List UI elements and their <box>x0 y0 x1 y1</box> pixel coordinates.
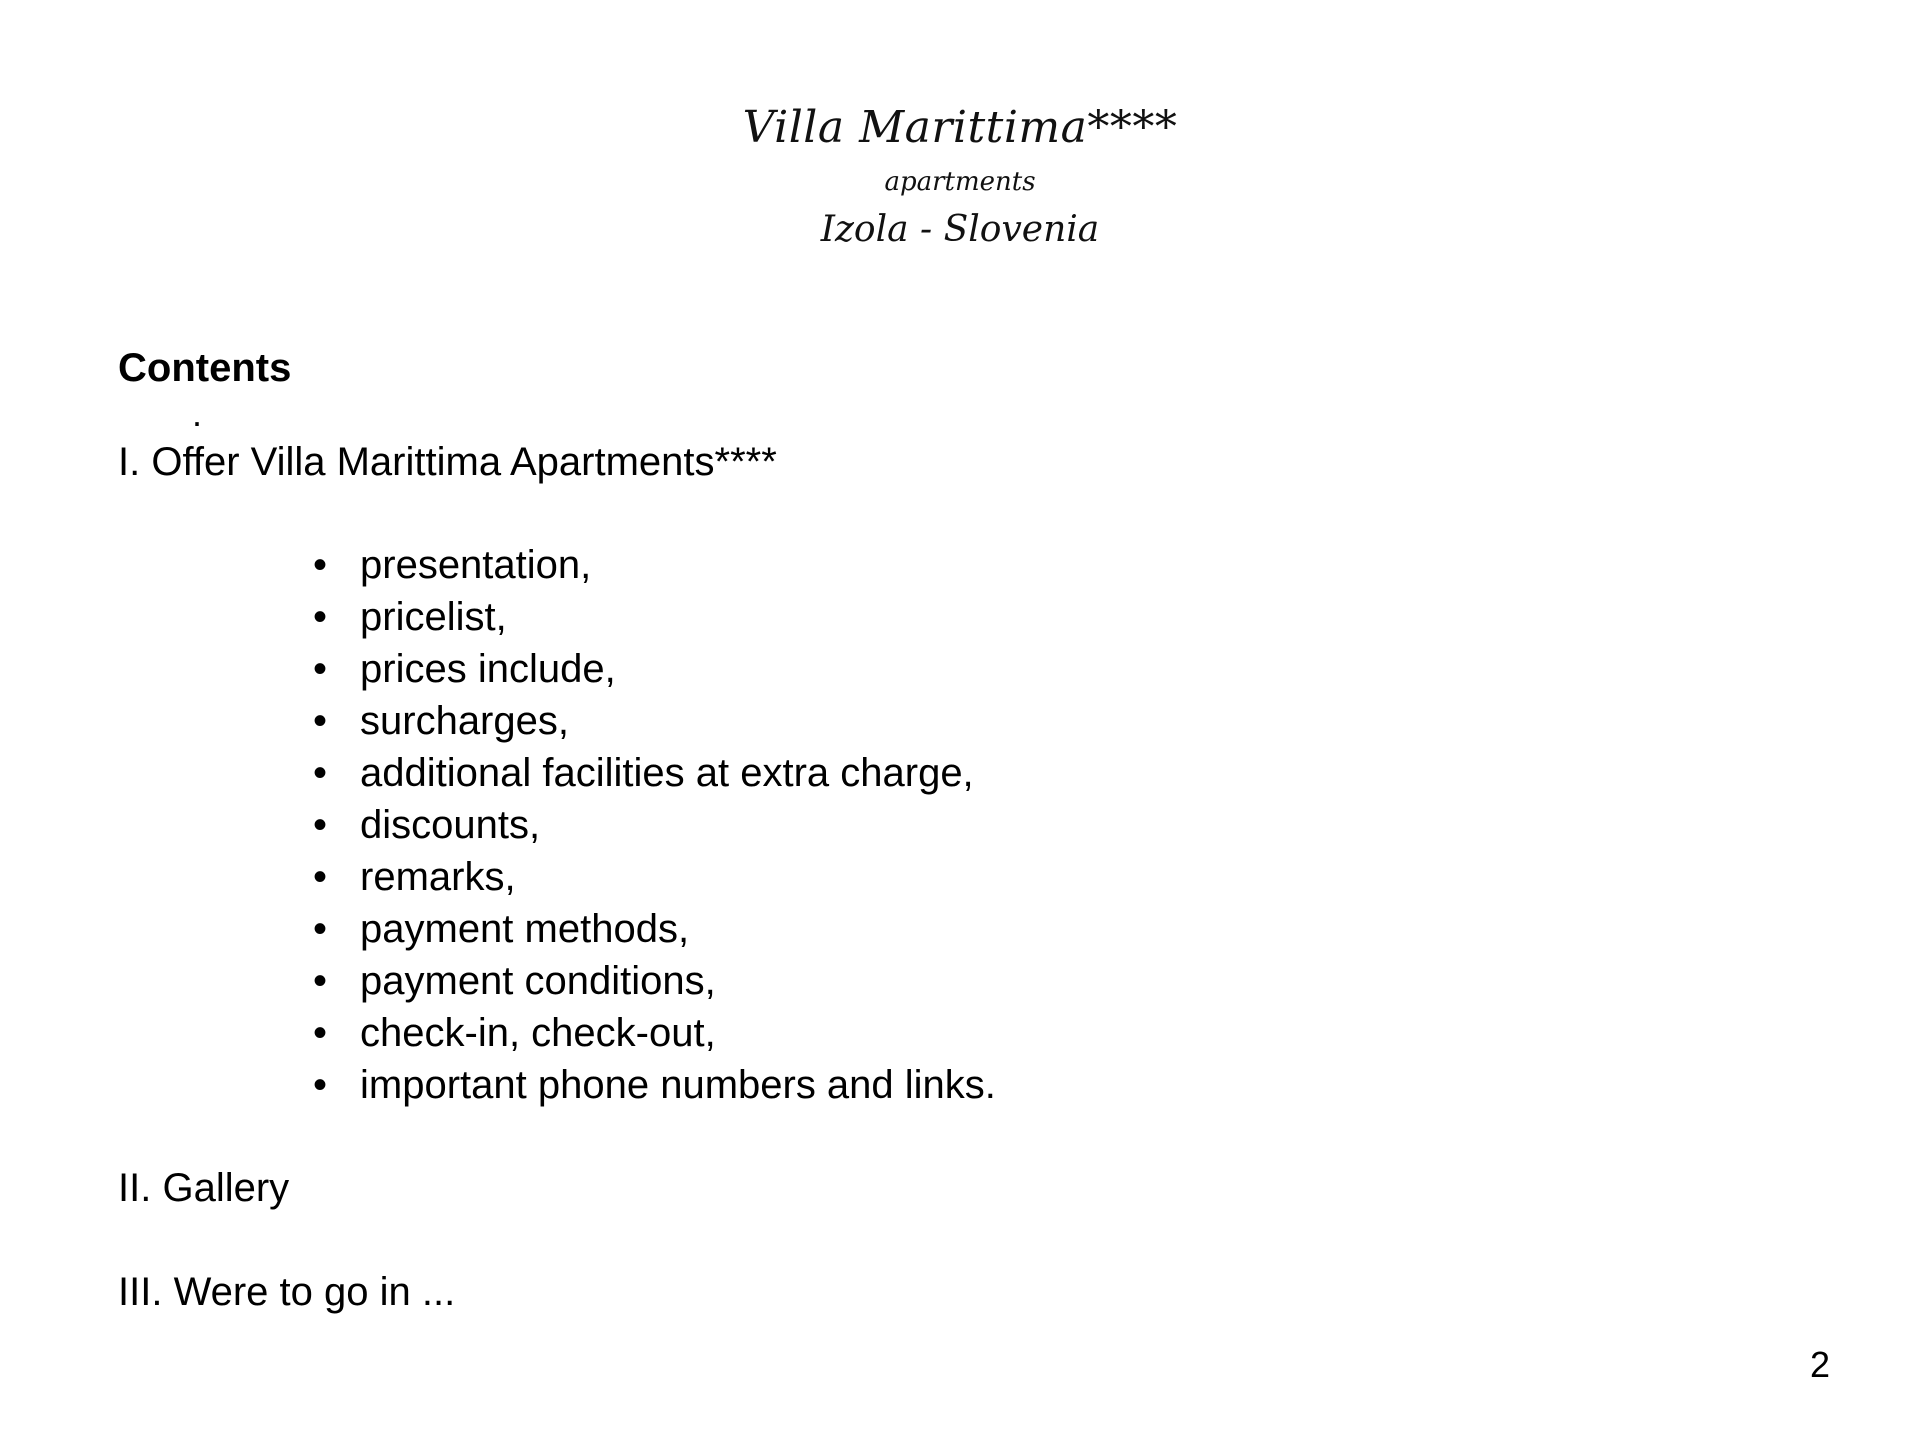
page-number: 2 <box>1809 1344 1830 1385</box>
list-item-text: pricelist, <box>360 595 507 639</box>
contents-heading: Contents <box>118 346 292 390</box>
list-item-text: prices include, <box>360 647 616 691</box>
bullet-icon: • <box>312 907 327 951</box>
villa-location: Izola - Slovenia <box>820 209 1100 250</box>
bullet-icon: • <box>312 751 327 795</box>
list-item-text: check-in, check-out, <box>360 1011 716 1055</box>
section-gallery: II. Gallery <box>118 1166 290 1210</box>
bullet-icon: • <box>312 959 327 1003</box>
bullet-icon: • <box>312 647 327 691</box>
bullet-icon: • <box>312 595 327 639</box>
list-item-text: payment methods, <box>360 907 690 951</box>
list-item-text: remarks, <box>360 855 516 899</box>
list-item-text: important phone numbers and links. <box>360 1063 996 1107</box>
list-item-text: surcharges, <box>360 699 569 743</box>
list-item-text: payment conditions, <box>360 959 716 1003</box>
bullet-icon: • <box>312 803 327 847</box>
villa-subtitle: apartments <box>884 167 1036 197</box>
stray-dot: . <box>192 393 203 434</box>
bullet-icon: • <box>312 1063 327 1107</box>
list-item-text: presentation, <box>360 543 592 587</box>
list-item-text: additional facilities at extra charge, <box>360 751 974 795</box>
bullet-icon: • <box>312 1011 327 1055</box>
section-where-to-go: III. Were to go in ... <box>118 1270 456 1314</box>
bullet-icon: • <box>312 543 327 587</box>
bullet-icon: • <box>312 699 327 743</box>
list-item-text: discounts, <box>360 803 541 847</box>
bullet-icon: • <box>312 855 327 899</box>
section-offer: I. Offer Villa Marittima Apartments**** <box>118 440 777 484</box>
villa-name: Villa Marittima**** <box>742 102 1178 153</box>
